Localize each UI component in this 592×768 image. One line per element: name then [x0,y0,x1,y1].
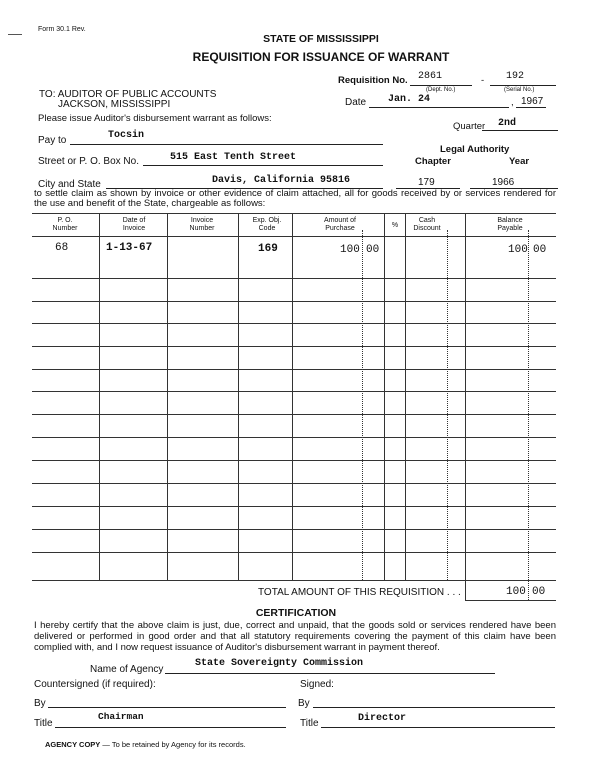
to-line-2: JACKSON, MISSISSIPPI [58,99,171,110]
col-header-code: Exp. Obj. Code [252,217,282,232]
pay-to-label: Pay to [38,135,67,146]
title-left-value: Chairman [98,711,144,722]
pay-to-value: Tocsin [108,130,145,141]
quarter-value: 2nd [498,118,517,129]
form-title: REQUISITION FOR ISSUANCE OF WARRANT [192,50,450,64]
footer [45,740,246,749]
certification-text: I hereby certify that the above claim is just, due, correct and unpaid, that the goods sold or services rendered have been delivered or performed in good order and that all statutory requirements covering the payment of this claim have been complied with, and I now request issuance of Auditor's disbursement warrant in payment thereof. [34,620,556,653]
city-value: Davis, California 95816 [212,175,351,186]
title-right-label: Title [300,718,319,729]
col-header-amount: Amount of Purchase [324,217,356,232]
please-issue: Please issue Auditor's disbursement warrant as follows: [38,113,272,124]
chapter-value: 179 [418,177,435,188]
year-label: Year [509,156,530,167]
date-year: 1967 [521,96,544,107]
total-cents: 00 [532,586,546,598]
col-header-invoice: Invoice Number [189,217,215,232]
amount-dollars: 100 [340,244,360,256]
invoice-date: 1-13-67 [106,242,153,254]
balance-cents: 00 [533,244,547,256]
date-value: Jan. 24 [388,94,431,105]
footer-agency-copy: AGENCY COPY [45,740,101,749]
countersigned-label: Countersigned (if required): [34,679,156,690]
street-label: Street or P. O. Box No. [38,156,139,167]
col-header-balance: Balance Payable [497,217,523,232]
by-right-label: By [298,698,310,709]
dept-no-caption: (Dept. No.) [426,87,456,93]
by-left-label: By [34,698,46,709]
total-dollars: 100 [506,586,526,598]
agency-label: Name of Agency [90,664,164,675]
signed-label: Signed: [300,679,334,690]
to-line-1: TO: AUDITOR OF PUBLIC ACCOUNTS [39,89,217,100]
year-value: 1966 [492,177,515,188]
po-number: 68 [55,242,69,254]
chapter-label: Chapter [415,156,451,167]
settle-text: to settle claim as shown by invoice or other evidence of claim attached, all for goods received by or services rendered for the use and benefit of the State, chargeable as follows: [34,188,556,209]
agency-value: State Sovereignty Commission [195,658,364,669]
col-header-discount: Cash Discount [413,217,441,232]
certification-title: CERTIFICATION [255,607,337,619]
street-value: 515 East Tenth Street [170,152,297,163]
exp-obj-code: 169 [258,243,278,255]
col-header-date: Date of Invoice [122,217,146,232]
legal-authority-label: Legal Authority [440,144,510,155]
title-left-label: Title [34,718,53,729]
quarter-label: Quarter [453,121,486,132]
total-label: TOTAL AMOUNT OF THIS REQUISITION . . . [258,587,461,598]
balance-dollars: 100 [508,244,528,256]
col-header-pct: % [391,222,399,229]
dept-no: 2861 [418,71,443,82]
date-label: Date [345,97,367,108]
serial-no-caption: (Serial No.) [504,87,535,93]
footer-text: — To be retained by Agency for its records. [100,740,246,749]
serial-no: 192 [506,71,525,82]
title-right-value: Director [358,713,407,724]
requisition-label: Requisition No. [338,75,408,86]
state-title: STATE OF MISSISSIPPI [263,33,379,45]
form-id: Form 30.1 Rev. [38,26,86,33]
city-label: City and State [38,179,101,190]
amount-cents: 00 [366,244,380,256]
col-header-po: P. O. Number [52,217,78,232]
